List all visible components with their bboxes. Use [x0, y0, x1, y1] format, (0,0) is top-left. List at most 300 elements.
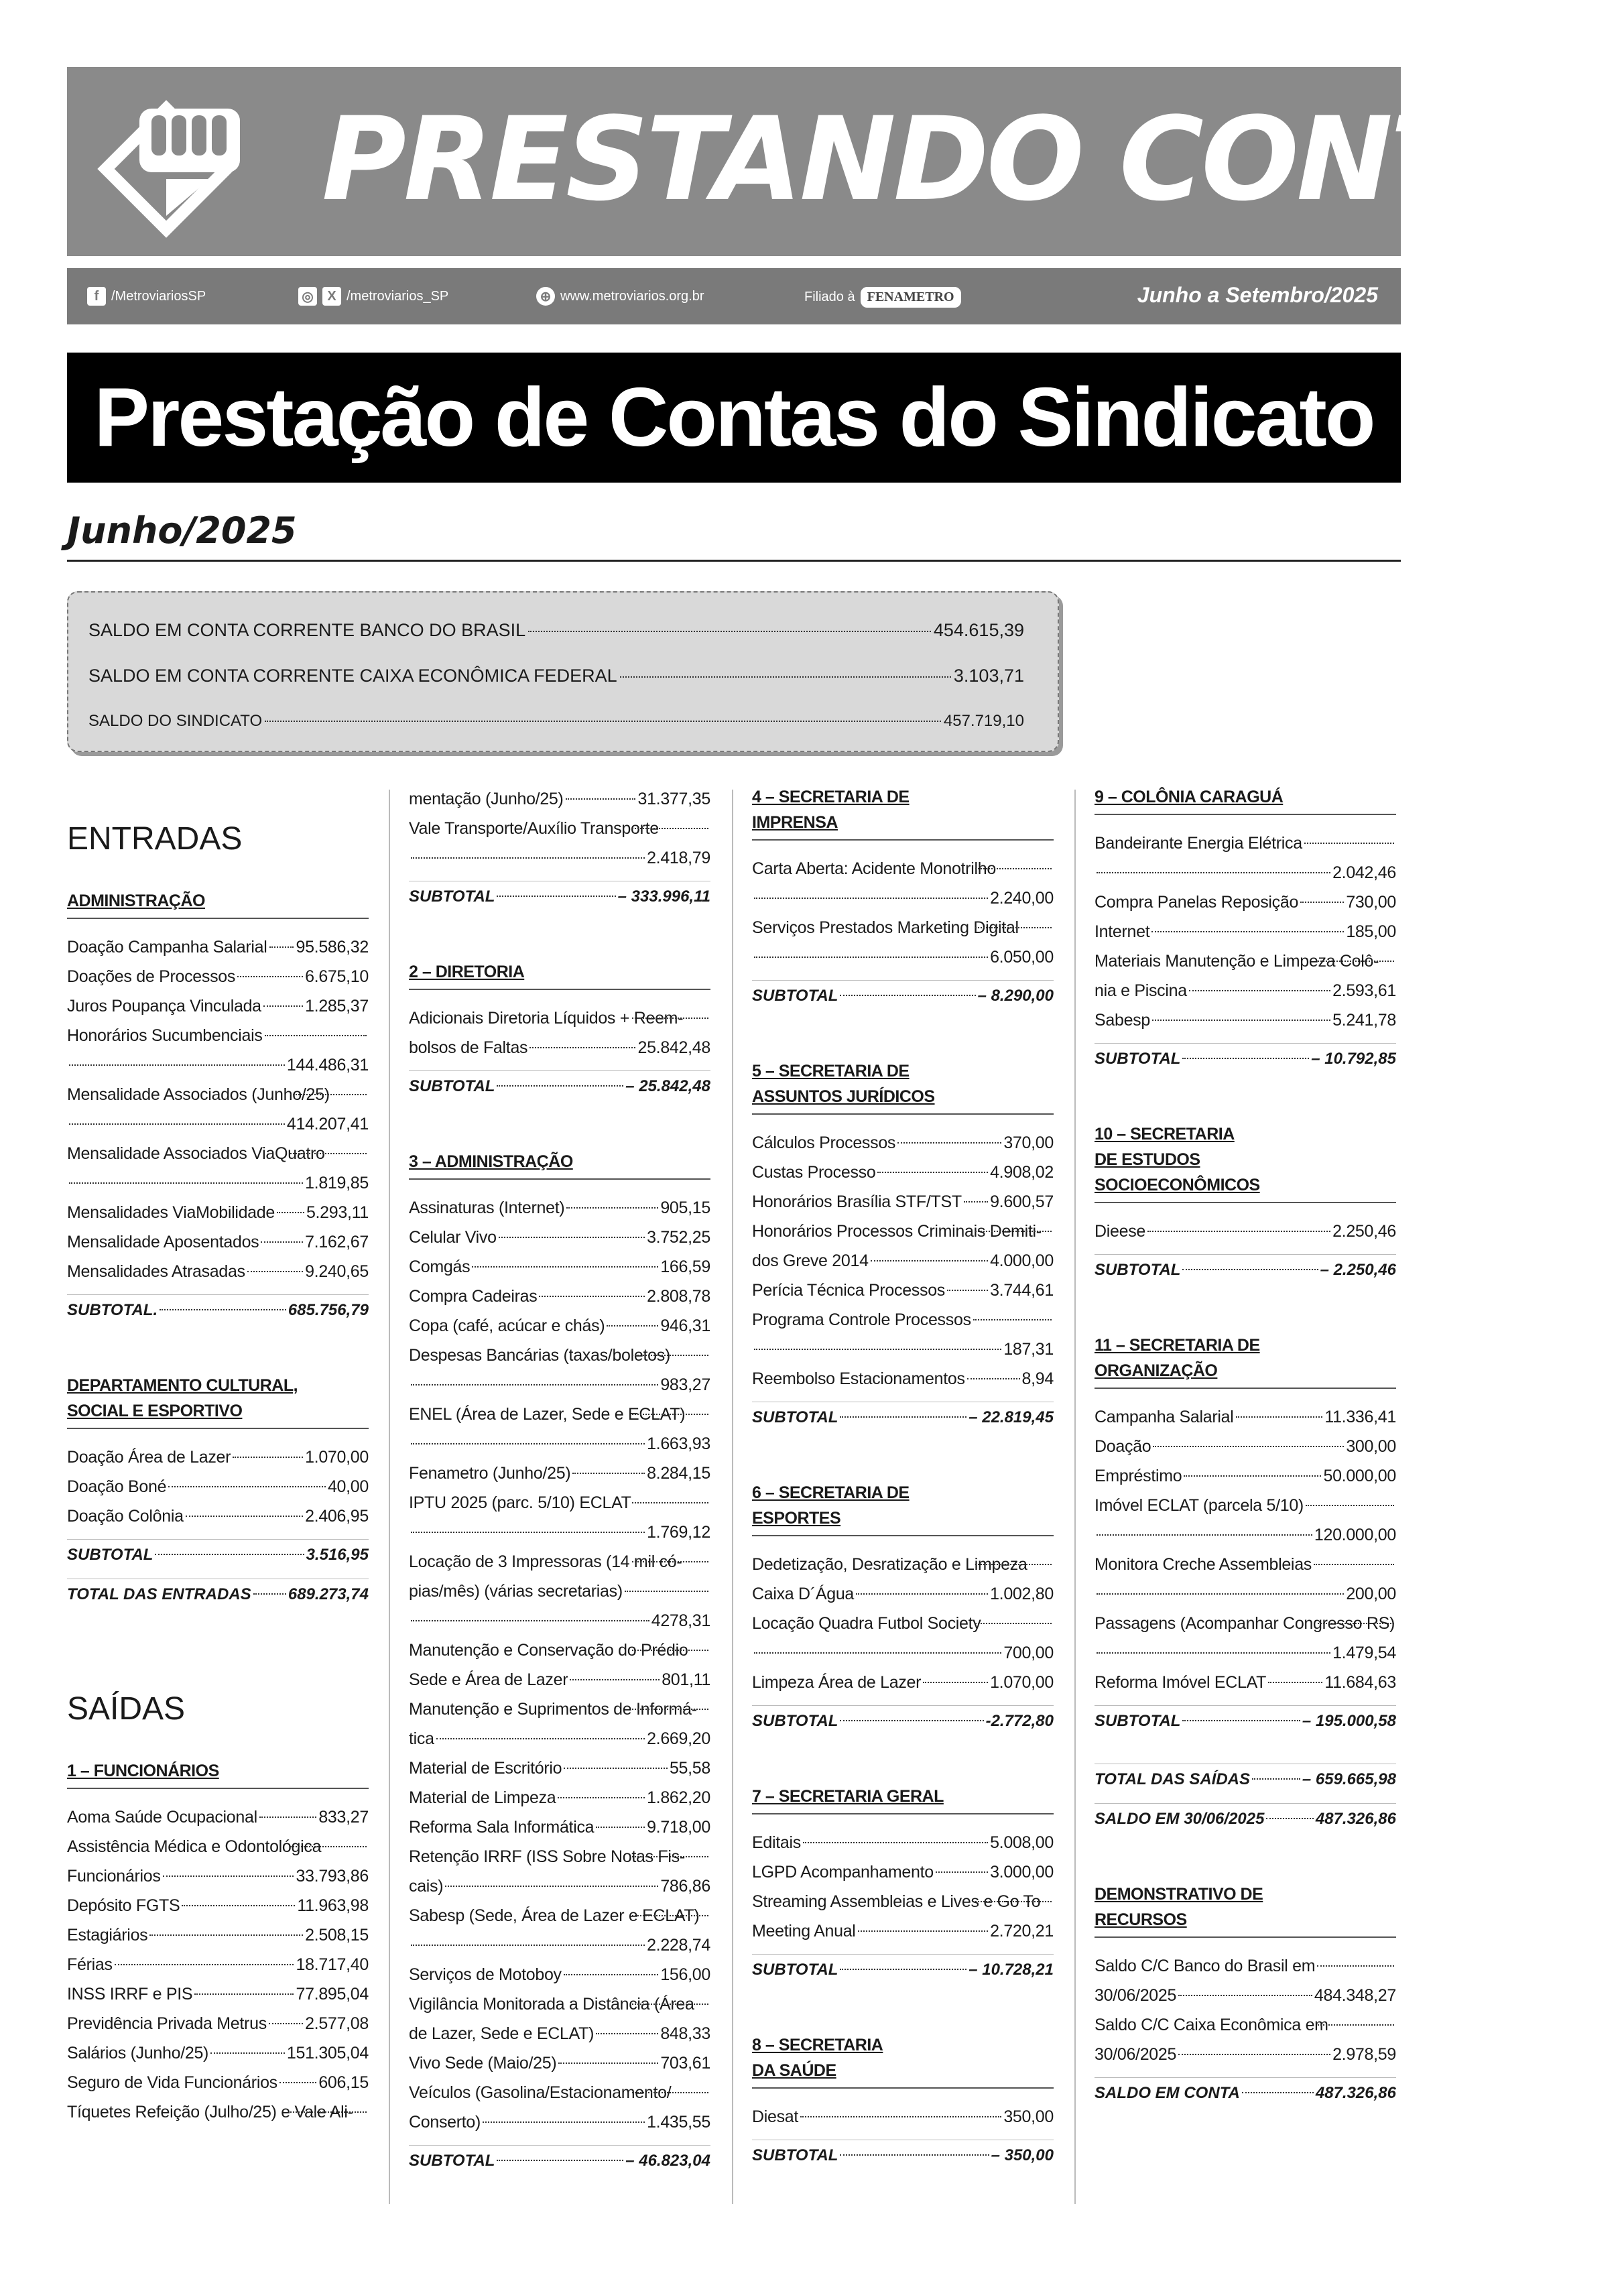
column-divider — [389, 790, 390, 2204]
balance-value: 457.719,10 — [943, 712, 1024, 730]
section-title: 4 – SECRETARIA DE IMPRENSA — [752, 784, 1054, 841]
entry-row — [409, 1223, 710, 1252]
entry-row — [752, 1550, 1054, 1579]
entry-row — [1095, 1981, 1396, 2010]
entry-row — [409, 1311, 710, 1341]
entry-row — [409, 2078, 710, 2107]
entry-value: 3.000,00 — [990, 1863, 1054, 1882]
entry-label: de Lazer, Sede e ECLAT) — [409, 2024, 595, 2043]
info-bar — [67, 268, 1401, 324]
entry-value: 1.862,20 — [647, 1788, 710, 1807]
entry-row — [409, 1488, 710, 1518]
entry-label: Estagiários — [67, 1926, 148, 1945]
entry-label: 30/06/2025 — [1095, 1986, 1177, 2005]
masthead — [67, 67, 1624, 256]
entry-label: Adicionais Diretoria Líquidos + Reem- — [409, 1009, 684, 1028]
entry-value: 484.348,27 — [1314, 1986, 1396, 2005]
entry-value: 905,15 — [660, 1198, 710, 1217]
entry-row — [67, 1501, 369, 1531]
entry-row — [67, 962, 369, 991]
entry-row — [409, 1606, 710, 1636]
entry-row — [67, 1109, 369, 1139]
entry-label: Meeting Anual — [752, 1922, 856, 1941]
report-columns — [67, 784, 1401, 2259]
subtotal-row: SUBTOTAL -2.772,80 — [752, 1705, 1054, 1737]
subtotal-row: SUBTOTAL – 2.250,46 — [1095, 1254, 1396, 1286]
entry-value: 7.162,67 — [305, 1233, 369, 1251]
saidas-socioeconomicos-list — [1095, 1217, 1396, 1246]
entry-row — [752, 2102, 1054, 2132]
entry-value: 77.895,04 — [296, 1985, 369, 2004]
entry-value: 3.752,25 — [647, 1228, 710, 1247]
entry-label: Mensalidade Associados (Junho/25) — [67, 1085, 330, 1104]
entry-value: 8.284,15 — [647, 1464, 710, 1483]
entry-label: Previdência Privada Metrus — [67, 2014, 267, 2033]
entry-row — [409, 814, 710, 843]
entry-value: 11.684,63 — [1324, 1673, 1396, 1692]
entry-value: 185,00 — [1346, 922, 1396, 941]
entry-label: Bandeirante Energia Elétrica — [1095, 834, 1302, 853]
entry-value: 40,00 — [327, 1477, 369, 1496]
entry-label: Retenção IRRF (ISS Sobre Notas Fis- — [409, 1847, 685, 1866]
entry-value: 300,00 — [1346, 1437, 1396, 1456]
subtotal-row: SUBTOTAL 3.516,95 — [67, 1539, 369, 1570]
masthead-title: PRESTANDO CONTAS — [322, 92, 1624, 227]
entry-label: Sede e Área de Lazer — [409, 1670, 568, 1689]
entry-value: 703,61 — [660, 2054, 710, 2073]
entry-label: Copa (café, acúcar e chás) — [409, 1316, 605, 1335]
entry-label: Limpeza Área de Lazer — [752, 1673, 922, 1692]
demonstrativo-list — [1095, 1951, 1396, 2069]
entry-value: 2.250,46 — [1332, 1222, 1396, 1241]
entry-row — [409, 843, 710, 873]
balance-value: 454.615,39 — [933, 620, 1024, 640]
entry-row — [1095, 1432, 1396, 1461]
entry-row — [67, 1920, 369, 1950]
entry-row — [752, 1609, 1054, 1638]
saidas-saude-list — [752, 2102, 1054, 2132]
entry-row — [1095, 946, 1396, 976]
entry-value: 187,31 — [1003, 1340, 1054, 1359]
subtotal-row: SUBTOTAL – 22.819,45 — [752, 1402, 1054, 1433]
entry-label: Serviços Prestados Marketing Digital — [752, 918, 1019, 937]
entry-label: Manutenção e Suprimentos de Informá- — [409, 1700, 697, 1719]
entry-row — [1095, 1579, 1396, 1609]
subtotal-row: SUBTOTAL – 195.000,58 — [1095, 1705, 1396, 1737]
entry-row — [409, 2107, 710, 2137]
entry-value: 786,86 — [660, 1877, 710, 1896]
entry-row — [67, 932, 369, 962]
column-divider — [732, 790, 733, 2204]
entry-label: Caixa D´Água — [752, 1585, 855, 1603]
entry-label: Empréstimo — [1095, 1467, 1182, 1485]
entry-row — [409, 1665, 710, 1695]
entry-label: Férias — [67, 1955, 113, 1974]
entry-label: Locação de 3 Impressoras (14 mil có- — [409, 1552, 682, 1571]
entry-label: Reforma Imóvel ECLAT — [1095, 1673, 1267, 1692]
entry-row — [1095, 1491, 1396, 1520]
website-url: www.metroviarios.org.br — [560, 288, 704, 304]
entry-row — [409, 1695, 710, 1724]
entry-value: 1.769,12 — [647, 1523, 710, 1542]
subtotal-row: SUBTOTAL – 350,00 — [752, 2140, 1054, 2171]
entry-row — [409, 1636, 710, 1665]
entry-value: 833,27 — [318, 1808, 369, 1827]
entry-row — [752, 1579, 1054, 1609]
entry-label: Imóvel ECLAT (parcela 5/10) — [1095, 1496, 1304, 1515]
entry-label: Manutenção e Conservação do Prédio — [409, 1641, 688, 1660]
entry-row — [752, 854, 1054, 883]
entry-row — [67, 1080, 369, 1109]
saidas-funcionarios-continued — [409, 784, 710, 873]
total-saidas-row: TOTAL DAS SAÍDAS – 659.665,98 — [1095, 1764, 1396, 1795]
entry-value: 18.717,40 — [296, 1955, 369, 1974]
entry-row — [1095, 1402, 1396, 1432]
section-title: 10 – SECRETARIA DE ESTUDOS SOCIOECONÔMICOS — [1095, 1121, 1396, 1203]
entry-value: 2.978,59 — [1332, 2045, 1396, 2064]
entry-row — [752, 1638, 1054, 1668]
entry-label: Locação Quadra Futbol Society — [752, 1614, 981, 1633]
entry-label: Diesat — [752, 2107, 799, 2126]
entry-label: Celular Vivo — [409, 1228, 497, 1247]
entry-row — [409, 1459, 710, 1488]
entry-label: Programa Controle Processos — [752, 1310, 971, 1329]
entry-row — [409, 1370, 710, 1400]
entry-row — [409, 1033, 710, 1062]
entry-value: 2.508,15 — [305, 1926, 369, 1945]
entry-value: 801,11 — [662, 1670, 710, 1689]
entry-label: Despesas Bancárias (taxas/boletos) — [409, 1346, 670, 1365]
entry-row — [752, 913, 1054, 942]
entry-label: Mensalidades ViaMobilidade — [67, 1203, 275, 1222]
entry-label: nia e Piscina — [1095, 981, 1187, 1000]
entry-row — [409, 1341, 710, 1370]
globe-icon: ⊕ — [536, 287, 555, 306]
saidas-funcionarios-list — [67, 1802, 369, 2127]
entry-row — [752, 1305, 1054, 1335]
section-title: DEPARTAMENTO CULTURAL, SOCIAL E ESPORTIVO — [67, 1373, 369, 1429]
section-title: ADMINISTRAÇÃO — [67, 888, 369, 919]
saidas-esportes-list — [752, 1550, 1054, 1697]
website-link[interactable] — [536, 287, 704, 306]
entry-value: 4.908,02 — [990, 1163, 1054, 1182]
column-3 — [752, 784, 1054, 2218]
entry-row — [67, 1050, 369, 1080]
entry-label: Honorários Sucumbenciais — [67, 1026, 263, 1045]
column-2 — [409, 784, 710, 2223]
entry-label: Conserto) — [409, 2113, 481, 2132]
entry-label: Depósito FGTS — [67, 1896, 180, 1915]
entry-row — [67, 1891, 369, 1920]
total-entradas-row: TOTAL DAS ENTRADAS 689.273,74 — [67, 1579, 369, 1610]
entry-row — [752, 1828, 1054, 1857]
entry-row — [67, 1979, 369, 2009]
entry-row — [752, 883, 1054, 913]
entry-label: Internet — [1095, 922, 1150, 941]
entry-label: bolsos de Faltas — [409, 1038, 528, 1057]
entry-label: Doação — [1095, 1437, 1151, 1456]
balance-value: 3.103,71 — [953, 666, 1024, 686]
entry-row — [409, 1577, 710, 1606]
entry-row — [67, 991, 369, 1021]
entry-label: Custas Processo — [752, 1163, 876, 1182]
entry-label: Aoma Saúde Ocupacional — [67, 1808, 257, 1827]
entry-label: Carta Aberta: Acidente Monotrilho — [752, 859, 996, 878]
entry-row — [1095, 917, 1396, 946]
entry-value: 4278,31 — [651, 1611, 710, 1630]
entry-label: Compra Cadeiras — [409, 1287, 538, 1306]
section-title: 11 – SECRETARIA DE ORGANIZAÇÃO — [1095, 1333, 1396, 1389]
entry-label: mentação (Junho/25) — [409, 790, 564, 808]
entry-row — [409, 1783, 710, 1812]
entry-row — [1095, 1005, 1396, 1035]
entry-value: 3.744,61 — [990, 1281, 1054, 1300]
entry-value: 9.600,57 — [990, 1192, 1054, 1211]
entry-value: 95.586,32 — [296, 938, 369, 957]
entry-value: 50.000,00 — [1323, 1467, 1396, 1485]
section-title: 7 – SECRETARIA GERAL — [752, 1784, 1054, 1814]
entry-row — [1095, 1951, 1396, 1981]
entry-label: Mensalidades Atrasadas — [67, 1262, 245, 1281]
balance-label: SALDO DO SINDICATO — [88, 712, 263, 730]
entry-row — [752, 1246, 1054, 1276]
saidas-colonia-list — [1095, 828, 1396, 1035]
entry-row — [409, 1960, 710, 1989]
entry-row — [1095, 2010, 1396, 2040]
entry-value: 2.406,95 — [305, 1507, 369, 1526]
entry-value: 983,27 — [660, 1375, 710, 1394]
entry-label: LGPD Acompanhamento — [752, 1863, 934, 1882]
entry-row — [409, 1724, 710, 1753]
entry-row — [409, 2019, 710, 2048]
instagram-x-link[interactable] — [298, 287, 448, 306]
section-title: 1 – FUNCIONÁRIOS — [67, 1758, 369, 1789]
entry-row — [1095, 858, 1396, 887]
balances-box — [67, 591, 1059, 752]
entry-label: Fenametro (Junho/25) — [409, 1464, 571, 1483]
entry-row — [67, 1861, 369, 1891]
entry-row — [409, 2048, 710, 2078]
entry-label: Reembolso Estacionamentos — [752, 1369, 965, 1388]
entry-row — [752, 1158, 1054, 1187]
subtotal-row: SUBTOTAL – 10.792,85 — [1095, 1043, 1396, 1074]
entry-row — [409, 1282, 710, 1311]
entry-label: Mensalidade Associados ViaQuatro — [67, 1144, 325, 1163]
entradas-heading: ENTRADAS — [67, 821, 243, 857]
section-title: 6 – SECRETARIA DE ESPORTES — [752, 1480, 1054, 1536]
entry-label: Salários (Junho/25) — [67, 2044, 209, 2062]
entry-value: 8,94 — [1021, 1369, 1054, 1388]
entradas-cultural-list — [67, 1442, 369, 1531]
entry-value: 120.000,00 — [1314, 1526, 1396, 1544]
balance-row — [88, 607, 1024, 653]
entry-row — [67, 2038, 369, 2068]
entry-label: tica — [409, 1729, 434, 1748]
entry-label: Juros Poupança Vinculada — [67, 997, 261, 1015]
entry-value: 700,00 — [1003, 1644, 1054, 1662]
entry-row — [752, 1128, 1054, 1158]
entry-row — [409, 1518, 710, 1547]
entry-label: ENEL (Área de Lazer, Sede e ECLAT) — [409, 1405, 686, 1424]
entry-row — [67, 1950, 369, 1979]
entry-row — [1095, 1638, 1396, 1668]
entry-value: 2.593,61 — [1332, 981, 1396, 1000]
column-1 — [67, 784, 369, 2127]
entry-row — [409, 1930, 710, 1960]
column-4 — [1095, 784, 1396, 2156]
entry-value: 2.808,78 — [647, 1287, 710, 1306]
entry-label: Funcionários — [67, 1867, 161, 1886]
entry-value: 33.793,86 — [296, 1867, 369, 1886]
entry-value: 25.842,48 — [637, 1038, 710, 1057]
subtotal-row: SUBTOTAL – 25.842,48 — [409, 1070, 710, 1102]
facebook-link[interactable] — [87, 287, 206, 306]
affiliation — [804, 287, 961, 308]
entry-row — [67, 1227, 369, 1257]
entry-label: Saldo C/C Banco do Brasil em — [1095, 1957, 1316, 1975]
entry-value: 1.070,00 — [990, 1673, 1054, 1692]
entry-row — [1095, 1520, 1396, 1550]
entry-row — [752, 1187, 1054, 1217]
entry-label: Doações de Processos — [67, 967, 236, 986]
entry-row — [752, 1916, 1054, 1946]
subtotal-row: SUBTOTAL. 685.756,79 — [67, 1294, 369, 1326]
entry-value: 2.669,20 — [647, 1729, 710, 1748]
entry-row — [67, 1139, 369, 1168]
entry-row — [67, 1802, 369, 1832]
entry-row — [752, 1364, 1054, 1394]
balance-row — [88, 653, 1024, 698]
section-title: 5 – SECRETARIA DE ASSUNTOS JURÍDICOS — [752, 1058, 1054, 1115]
saidas-geral-list — [752, 1828, 1054, 1946]
balance-label: SALDO EM CONTA CORRENTE CAIXA ECONÔMICA FEDERAL — [88, 666, 617, 686]
entry-row — [67, 1442, 369, 1472]
entry-value: 414.207,41 — [286, 1115, 369, 1133]
entry-row — [1095, 2040, 1396, 2069]
entry-value: 11.336,41 — [1324, 1408, 1396, 1426]
entry-value: 1.002,80 — [990, 1585, 1054, 1603]
entry-label: Dieese — [1095, 1222, 1146, 1241]
entradas-administracao-list — [67, 932, 369, 1286]
entry-row — [409, 1429, 710, 1459]
entry-value: 2.228,74 — [647, 1936, 710, 1955]
entry-label: Material de Escritório — [409, 1759, 562, 1778]
entry-label: Doação Boné — [67, 1477, 167, 1496]
entry-label: Reforma Sala Informática — [409, 1818, 595, 1837]
entry-label: Doação Área de Lazer — [67, 1448, 231, 1467]
subtotal-row: SUBTOTAL – 46.823,04 — [409, 2145, 710, 2176]
section-title: 8 – SECRETARIA DA SAÚDE — [752, 2032, 1054, 2089]
column-divider — [1074, 790, 1076, 2204]
saidas-juridicos-list — [752, 1128, 1054, 1394]
entry-label: Assinaturas (Internet) — [409, 1198, 565, 1217]
entry-value: 2.240,00 — [990, 889, 1054, 908]
entry-row — [1095, 828, 1396, 858]
entry-label: INSS IRRF e PIS — [67, 1985, 193, 2004]
entry-value: 1.479,54 — [1332, 1644, 1396, 1662]
entry-row — [67, 2068, 369, 2097]
entry-value: 156,00 — [660, 1965, 710, 1984]
facebook-handle: /MetroviariosSP — [111, 288, 206, 304]
saldo-row: SALDO EM 30/06/2025 487.326,86 — [1095, 1803, 1396, 1835]
entry-value: 5.008,00 — [990, 1833, 1054, 1852]
entry-value: 730,00 — [1346, 893, 1396, 912]
entry-label: Material de Limpeza — [409, 1788, 556, 1807]
fist-logo-icon — [92, 95, 300, 229]
entry-value: 4.000,00 — [990, 1251, 1054, 1270]
entry-label: Doação Colônia — [67, 1507, 184, 1526]
saidas-administracao-list — [409, 1193, 710, 2137]
entry-value: 11.963,98 — [297, 1896, 369, 1915]
entry-row — [1095, 887, 1396, 917]
entry-value: 6.675,10 — [305, 967, 369, 986]
edition-period: Junho a Setembro/2025 — [1137, 283, 1378, 307]
saldo-conta-row: SALDO EM CONTA 487.326,86 — [1095, 2077, 1396, 2109]
entry-value: 144.486,31 — [286, 1056, 369, 1074]
entry-label: Comgás — [409, 1257, 471, 1276]
entry-row — [409, 784, 710, 814]
entry-value: 9.240,65 — [305, 1262, 369, 1281]
entry-label: Dedetização, Desratização e Limpeza — [752, 1555, 1027, 1574]
entry-value: 5.293,11 — [306, 1203, 369, 1222]
entry-row — [409, 1003, 710, 1033]
entry-row — [1095, 976, 1396, 1005]
entry-row — [752, 1887, 1054, 1916]
entry-label: Saldo C/C Caixa Econômica em — [1095, 2016, 1328, 2034]
entry-row — [67, 1168, 369, 1198]
entry-label: Doação Campanha Salarial — [67, 938, 267, 957]
entry-value: 1.435,55 — [647, 2113, 710, 2132]
entry-value: 946,31 — [660, 1316, 710, 1335]
entry-label: Serviços de Motoboy — [409, 1965, 562, 1984]
entry-row — [752, 1668, 1054, 1697]
instagram-icon: ◎ — [298, 287, 317, 306]
section-title: 9 – COLÔNIA CARAGUÁ — [1095, 784, 1396, 815]
entry-row — [1095, 1217, 1396, 1246]
entry-label: Sabesp (Sede, Área de Lazer e ECLAT) — [409, 1906, 700, 1925]
month-divider — [67, 560, 1401, 562]
entry-row — [409, 1812, 710, 1842]
entry-label: Tíquetes Refeição (Julho/25) e Vale Ali- — [67, 2103, 353, 2121]
entry-label: Mensalidade Aposentados — [67, 1233, 259, 1251]
entry-row — [752, 1217, 1054, 1246]
entry-value: 200,00 — [1346, 1585, 1396, 1603]
saidas-organizacao-list — [1095, 1402, 1396, 1697]
entry-value: 2.042,46 — [1332, 863, 1396, 882]
entry-label: Vale Transporte/Auxílio Transporte — [409, 819, 659, 838]
saidas-heading: SAÍDAS — [67, 1691, 186, 1727]
entry-label: Materiais Manutenção e Limpeza Colô- — [1095, 952, 1379, 971]
facebook-icon: f — [87, 287, 106, 306]
page-title: Prestação de Contas do Sindicato — [67, 353, 1401, 483]
entry-label: Monitora Creche Assembleias — [1095, 1555, 1312, 1574]
entry-row — [1095, 1550, 1396, 1579]
entry-value: 151.305,04 — [286, 2044, 369, 2062]
balance-row — [88, 698, 1024, 744]
entry-value: 1.819,85 — [305, 1174, 369, 1192]
entry-value: 848,33 — [660, 2024, 710, 2043]
entry-row — [409, 1400, 710, 1429]
entry-row — [67, 1021, 369, 1050]
entry-label: IPTU 2025 (parc. 5/10) ECLAT — [409, 1493, 631, 1512]
entry-value: 1.285,37 — [305, 997, 369, 1015]
entry-row — [67, 1472, 369, 1501]
section-title: DEMONSTRATIVO DE RECURSOS — [1095, 1882, 1396, 1938]
entry-label: dos Greve 2014 — [752, 1251, 869, 1270]
entry-value: 166,59 — [660, 1257, 710, 1276]
entry-label: Cálculos Processos — [752, 1133, 896, 1152]
entry-label: Editais — [752, 1833, 801, 1852]
